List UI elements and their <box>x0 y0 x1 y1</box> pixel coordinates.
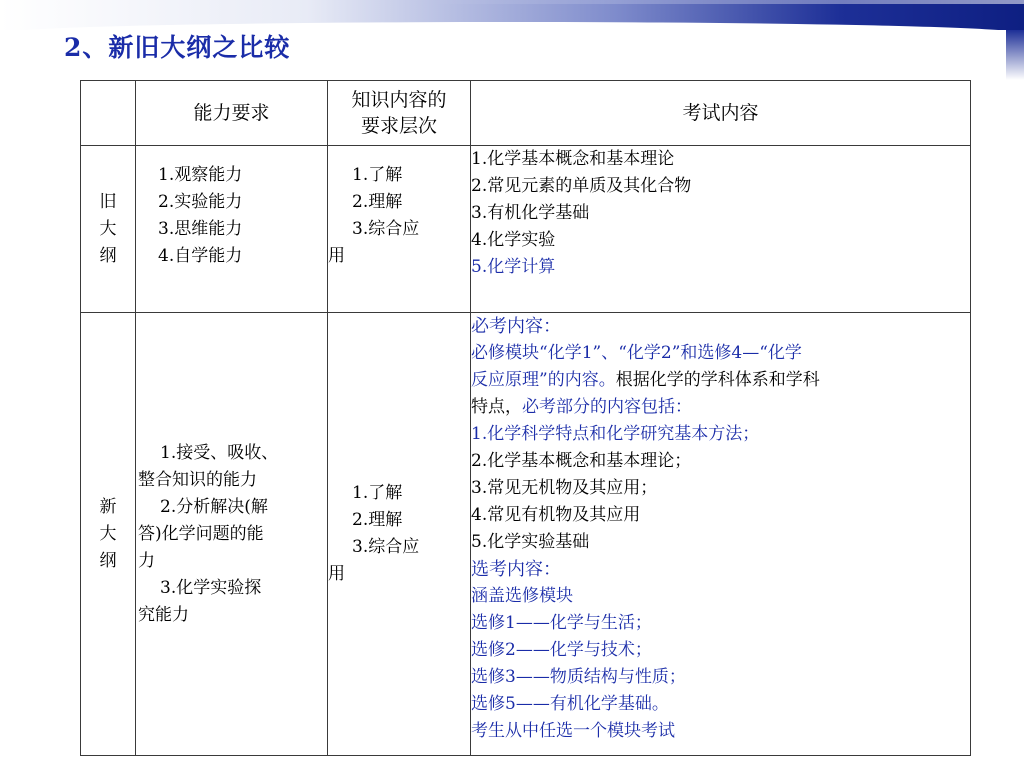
level-item: 用 <box>328 564 345 584</box>
ability-item: 4.自学能力 <box>158 246 243 266</box>
exam-item: 5.化学计算 <box>471 257 556 277</box>
required-intro: 必修模块“化学1”、“化学2”和选修4—“化学 <box>471 343 802 363</box>
old-abilities <box>136 146 328 313</box>
header-exam: 考试内容 <box>471 81 971 146</box>
level-item: 3.综合应 <box>352 219 420 239</box>
required-item: 5.化学实验基础 <box>471 532 590 552</box>
corner-decoration <box>1006 30 1024 80</box>
level-item: 2.理解 <box>352 510 403 530</box>
ability-line: 力 <box>138 550 155 571</box>
label-char: 纲 <box>99 550 117 571</box>
elective-item: 涵盖选修模块 <box>471 586 573 606</box>
level-item: 2.理解 <box>352 192 403 212</box>
old-levels <box>328 146 471 313</box>
level-item: 3.综合应 <box>352 537 420 557</box>
header-row <box>81 81 971 146</box>
old-exam-content <box>471 146 971 313</box>
required-item: 4.常见有机物及其应用 <box>471 505 641 525</box>
required-item: 1.化学科学特点和化学研究基本方法； <box>471 424 760 444</box>
comparison-table <box>80 80 971 756</box>
old-outline-label <box>81 146 136 313</box>
slide-title: 2、新旧大纲之比较 <box>64 33 291 62</box>
exam-item: 4.化学实验 <box>471 230 556 250</box>
label-char: 大 <box>99 523 117 544</box>
header-knowledge-line: 知识内容的 <box>351 89 447 111</box>
ability-item: 2.实验能力 <box>158 192 243 212</box>
level-item: 1.了解 <box>352 483 403 503</box>
label-char: 旧 <box>99 191 117 212</box>
header-empty <box>81 81 136 146</box>
exam-item: 2.常见元素的单质及其化合物 <box>471 176 692 196</box>
label-char: 大 <box>99 218 117 239</box>
header-ability: 能力要求 <box>136 81 328 146</box>
required-intro-part: 根据化学的学科体系和学科 <box>615 370 820 390</box>
ability-item: 1.观察能力 <box>158 165 243 185</box>
new-outline-label <box>81 313 136 756</box>
new-levels <box>328 313 471 756</box>
header-stripe <box>430 0 1024 4</box>
ability-line: 究能力 <box>138 604 189 625</box>
required-item: 2.化学基本概念和基本理论； <box>471 451 692 471</box>
new-outline-row <box>81 313 971 756</box>
header-band <box>0 0 1024 30</box>
new-abilities <box>136 313 328 756</box>
ability-line: 2.分析解决(解 <box>160 496 268 517</box>
elective-item: 选修1——化学与生活； <box>471 613 652 633</box>
elective-item: 考生从中任选一个模块考试 <box>471 721 675 741</box>
header-knowledge <box>328 81 471 146</box>
new-exam-content <box>471 313 971 756</box>
ability-line: 整合知识的能力 <box>138 469 257 490</box>
required-intro-part: 特点， <box>471 397 522 417</box>
level-item: 用 <box>328 246 345 266</box>
ability-line: 3.化学实验探 <box>160 577 262 598</box>
required-item: 3.常见无机物及其应用； <box>471 478 658 498</box>
ability-line: 1.接受、吸收、 <box>160 442 279 463</box>
label-char: 纲 <box>99 245 117 266</box>
label-char: 新 <box>99 496 117 517</box>
required-intro <box>471 367 970 394</box>
elective-item: 选修2——化学与技术； <box>471 640 652 660</box>
required-intro-part: 反应原理”的内容。 <box>471 370 616 390</box>
required-intro <box>471 394 970 421</box>
level-item: 1.了解 <box>352 165 403 185</box>
elective-item: 选修3——物质结构与性质； <box>471 667 686 687</box>
ability-item: 3.思维能力 <box>158 219 243 239</box>
exam-item: 3.有机化学基础 <box>471 203 590 223</box>
old-outline-row <box>81 146 971 313</box>
ability-line: 答)化学问题的能 <box>138 523 264 544</box>
elective-title: 选考内容： <box>471 559 561 580</box>
elective-item: 选修5——有机化学基础。 <box>471 694 669 714</box>
required-intro-part: 必考部分的内容包括： <box>522 397 692 417</box>
header-knowledge-line: 要求层次 <box>360 115 437 137</box>
required-title: 必考内容： <box>471 316 561 337</box>
exam-item: 1.化学基本概念和基本理论 <box>471 149 675 169</box>
